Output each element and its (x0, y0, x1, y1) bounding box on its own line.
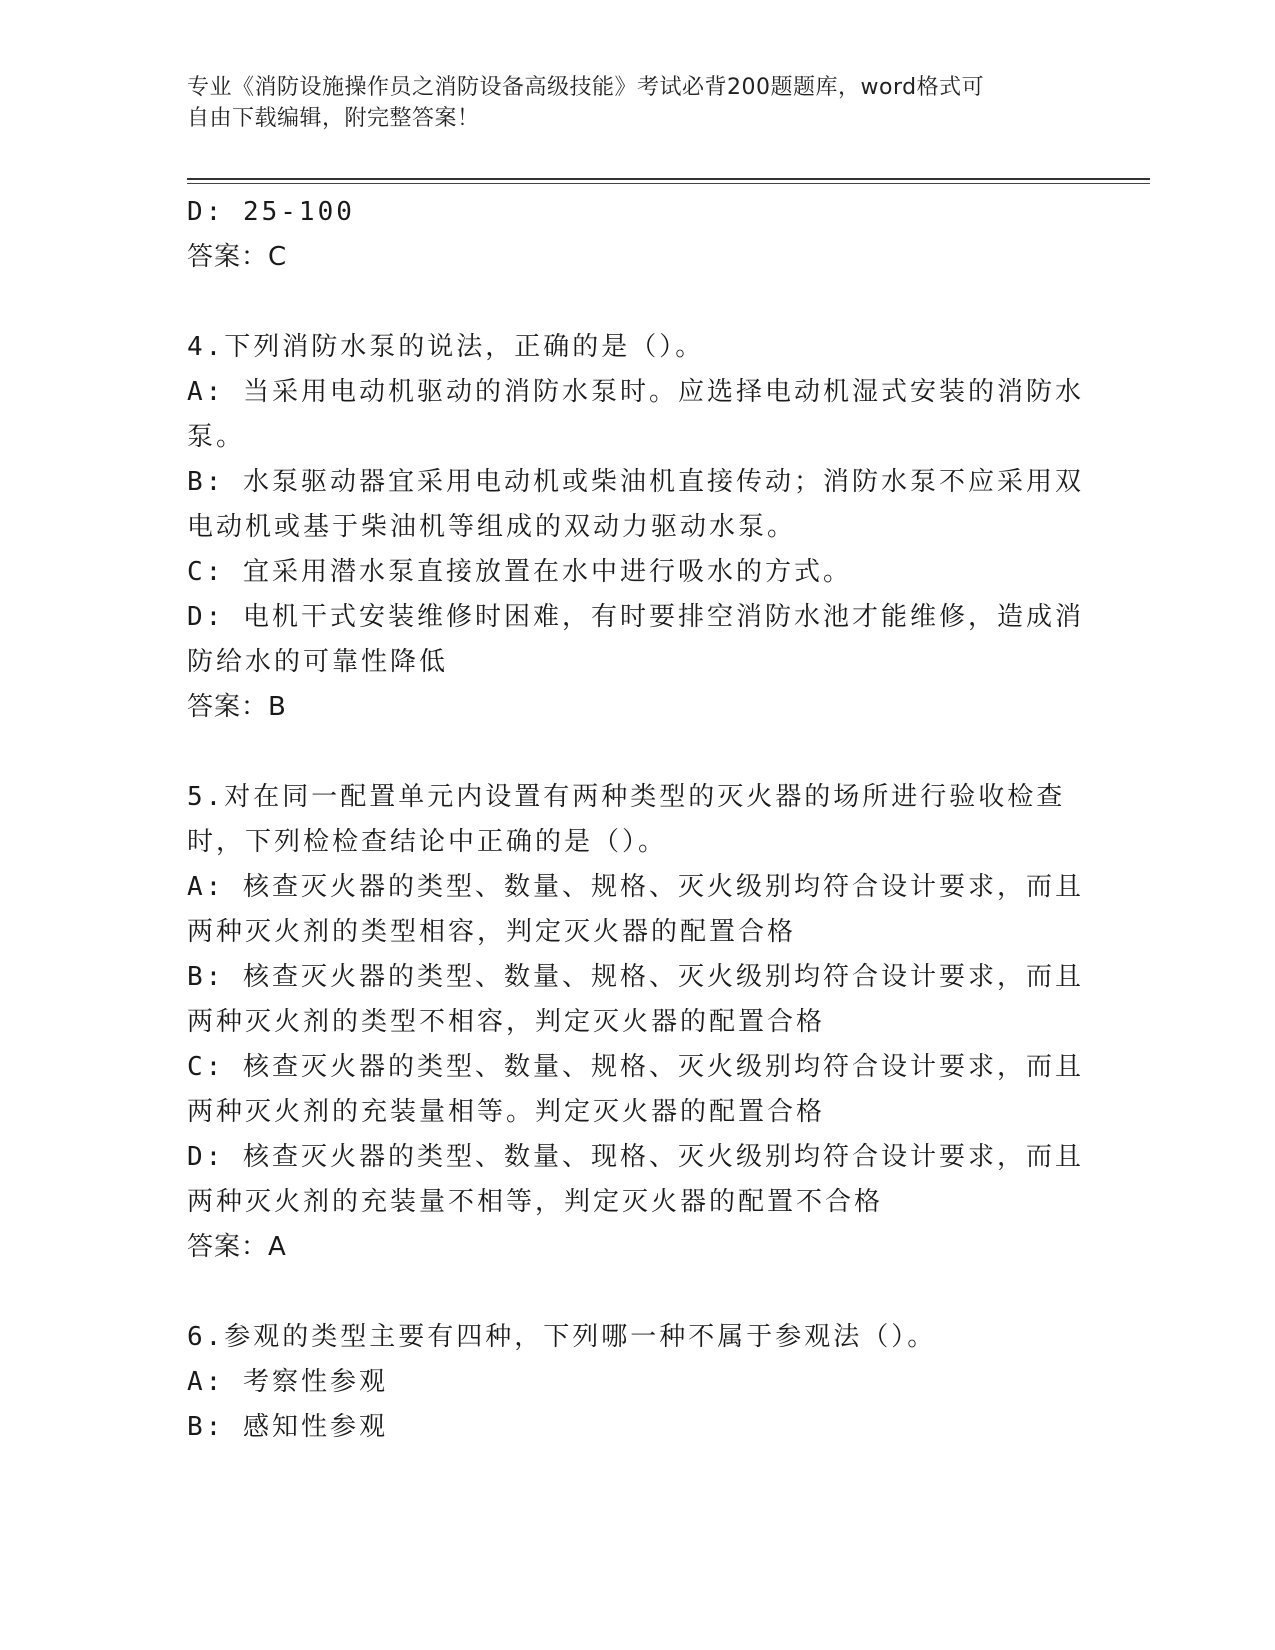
answer-line: 答案：A (187, 1232, 287, 1262)
text-line: C: 宜采用潜水泵直接放置在水中进行吸水的方式。 (187, 557, 852, 587)
text-line: B: 水泵驱动器宜采用电动机或柴油机直接传动；消防水泵不应采用双 (187, 467, 1084, 497)
text-line: 两种灭火剂的类型不相容，判定灭火器的配置合格 (187, 1007, 826, 1037)
header-rule-thin (187, 183, 1150, 184)
text-line: D: 25-100 (187, 197, 355, 227)
text-line: D: 核查灭火器的类型、数量、现格、灭火级别均符合设计要求，而且 (187, 1142, 1084, 1172)
header-line-1: 专业《消防设施操作员之消防设备高级技能》考试必背200题题库，word格式可 (187, 75, 985, 100)
text-line: A: 核查灭火器的类型、数量、规格、灭火级别均符合设计要求，而且 (187, 872, 1084, 902)
text-line: A: 当采用电动机驱动的消防水泵时。应选择电动机湿式安装的消防水 (187, 377, 1084, 407)
blank-spacer (187, 730, 1087, 775)
text-line: 6.参观的类型主要有四种，下列哪一种不属于参观法（）。 (187, 1322, 937, 1352)
text-line: C: 核查灭火器的类型、数量、规格、灭火级别均符合设计要求，而且 (187, 1052, 1084, 1082)
blank-spacer (187, 1270, 1087, 1315)
answer-line: 答案：B (187, 692, 287, 722)
text-line: A: 考察性参观 (187, 1367, 388, 1397)
text-line: 5.对在同一配置单元内设置有两种类型的灭火器的场所进行验收检查 (187, 782, 1066, 812)
header-line-2: 自由下载编辑，附完整答案！ (187, 106, 480, 131)
text-line: D: 电机干式安装维修时困难，有时要排空消防水池才能维修，造成消 (187, 602, 1084, 632)
text-line: 4.下列消防水泵的说法，正确的是（）。 (187, 332, 705, 362)
document-header (187, 72, 1067, 134)
question-body (187, 190, 1087, 1450)
blank-spacer (187, 280, 1087, 325)
text-line: 防给水的可靠性降低 (187, 647, 449, 677)
text-line: 时，下列检检查结论中正确的是（）。 (187, 827, 668, 857)
text-line: B: 核查灭火器的类型、数量、规格、灭火级别均符合设计要求，而且 (187, 962, 1084, 992)
text-line: 泵。 (187, 422, 246, 452)
answer-line: 答案：C (187, 242, 288, 272)
text-line: 两种灭火剂的类型相容，判定灭火器的配置合格 (187, 917, 797, 947)
text-line: 两种灭火剂的充装量相等。判定灭火器的配置合格 (187, 1097, 826, 1127)
text-line: 两种灭火剂的充装量不相等，判定灭火器的配置不合格 (187, 1187, 884, 1217)
text-line: B: 感知性参观 (187, 1412, 388, 1442)
header-rule-thick (187, 178, 1150, 180)
text-line: 电动机或基于柴油机等组成的双动力驱动水泵。 (187, 512, 797, 542)
